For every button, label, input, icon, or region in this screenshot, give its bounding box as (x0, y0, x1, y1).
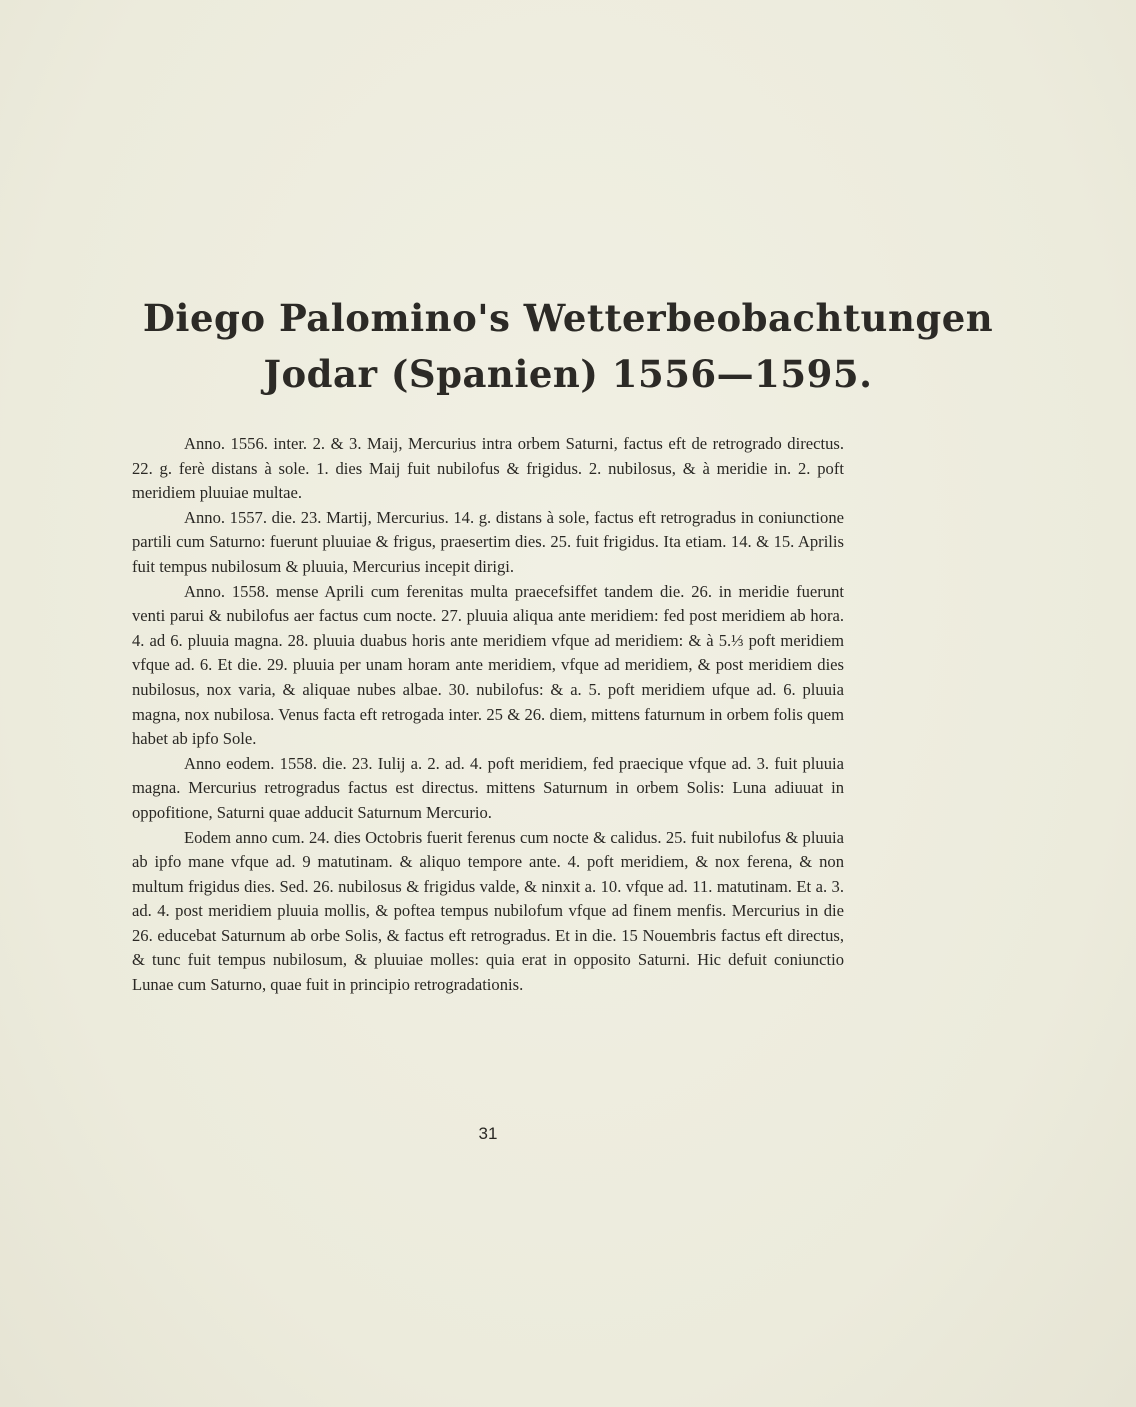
paragraph-4: Anno eodem. 1558. die. 23. Iulij a. 2. ad. 4. poft meridiem, fed praecique vfque ad. 3. fuit pluuia magna. Mercurius retrogradus factus est directus. mittens Saturnum in orbem Solis: Luna adiuuat in oppofitione, Saturni quae adducit Saturnum Mercurio. (132, 753, 844, 822)
page-title-line-2: Jodar (Spanien) 1556—1595. (263, 352, 873, 396)
paragraph-5: Eodem anno cum. 24. dies Octobris fuerit ferenus cum nocte & calidus. 25. fuit nubilofus & pluuia ab ipfo mane vfque ad. 9 matutinam. & aliquo tempore ante. 4. poft meridiem, & nox ferena, & non multum frigidus dies. Sed. 26. nubilosus & frigidus valde, & ninxit a. 10. vfque ad. 11. matutinam. Et a. 3. ad. 4. post meridiem pluuia mollis, & poftea tempus nubilofum vfque ad finem menfis. Mercurius in die 26. educebat Saturnum ab orbe Solis, & factus eft retrogradus. Et in die. 15 Nouembris factus eft directus, & tunc fuit tempus nubilosum, & pluuiae molles: quia erat in opposito Saturni. Hic defuit coniunctio Lunae cum Saturno, quae fuit in principio retrogradationis. (132, 827, 844, 995)
page-title-line-1: Diego Palomino's Wetterbeobachtungen (142, 296, 994, 340)
paragraph-1: Anno. 1556. inter. 2. & 3. Maij, Mercurius intra orbem Saturni, factus eft de retrogrado directus. 22. g. ferè distans à sole. 1. dies Maij fuit nubilofus & frigidus. 2. nubilosus, & à meridie in. 2. poft meridiem pluuiae multae. (132, 434, 844, 503)
body-text (132, 432, 844, 998)
paragraph-2: Anno. 1557. die. 23. Martij, Mercurius. 14. g. distans à sole, factus eft retrogradus in coniunctione partili cum Saturno: fuerunt pluuiae & frigus, praesertim dies. 25. fuit frigidus. Ita etiam. 14. & 15. Aprilis fuit tempus nubilosum & pluuia, Mercurius incepit dirigi. (132, 507, 844, 576)
paragraph-3: Anno. 1558. mense Aprili cum ferenitas multa praecefsiffet tandem die. 26. in meridie fuerunt venti parui & nubilofus aer factus cum nocte. 27. pluuia aliqua ante meridiem: fed post meridiem ab hora. 4. ad 6. pluuia magna. 28. pluuia duabus horis ante meridiem vfque ad meridiem: & à 5.⅓ poft meridiem vfque ad. 6. Et die. 29. pluuia per unam horam ante meridiem, vfque ad meridiem, & post meridiem dies nubilosus, nox varia, & aliquae nubes albae. 30. nubilofus: & a. 5. poft meridiem ufque ad. 6. pluuia magna, nox nubilosa. Venus facta eft retrogada inter. 25 & 26. diem, mittens faturnum in orbem folis quem habet ab ipfo Sole. (132, 581, 844, 749)
page-number: 31 (478, 1124, 498, 1143)
